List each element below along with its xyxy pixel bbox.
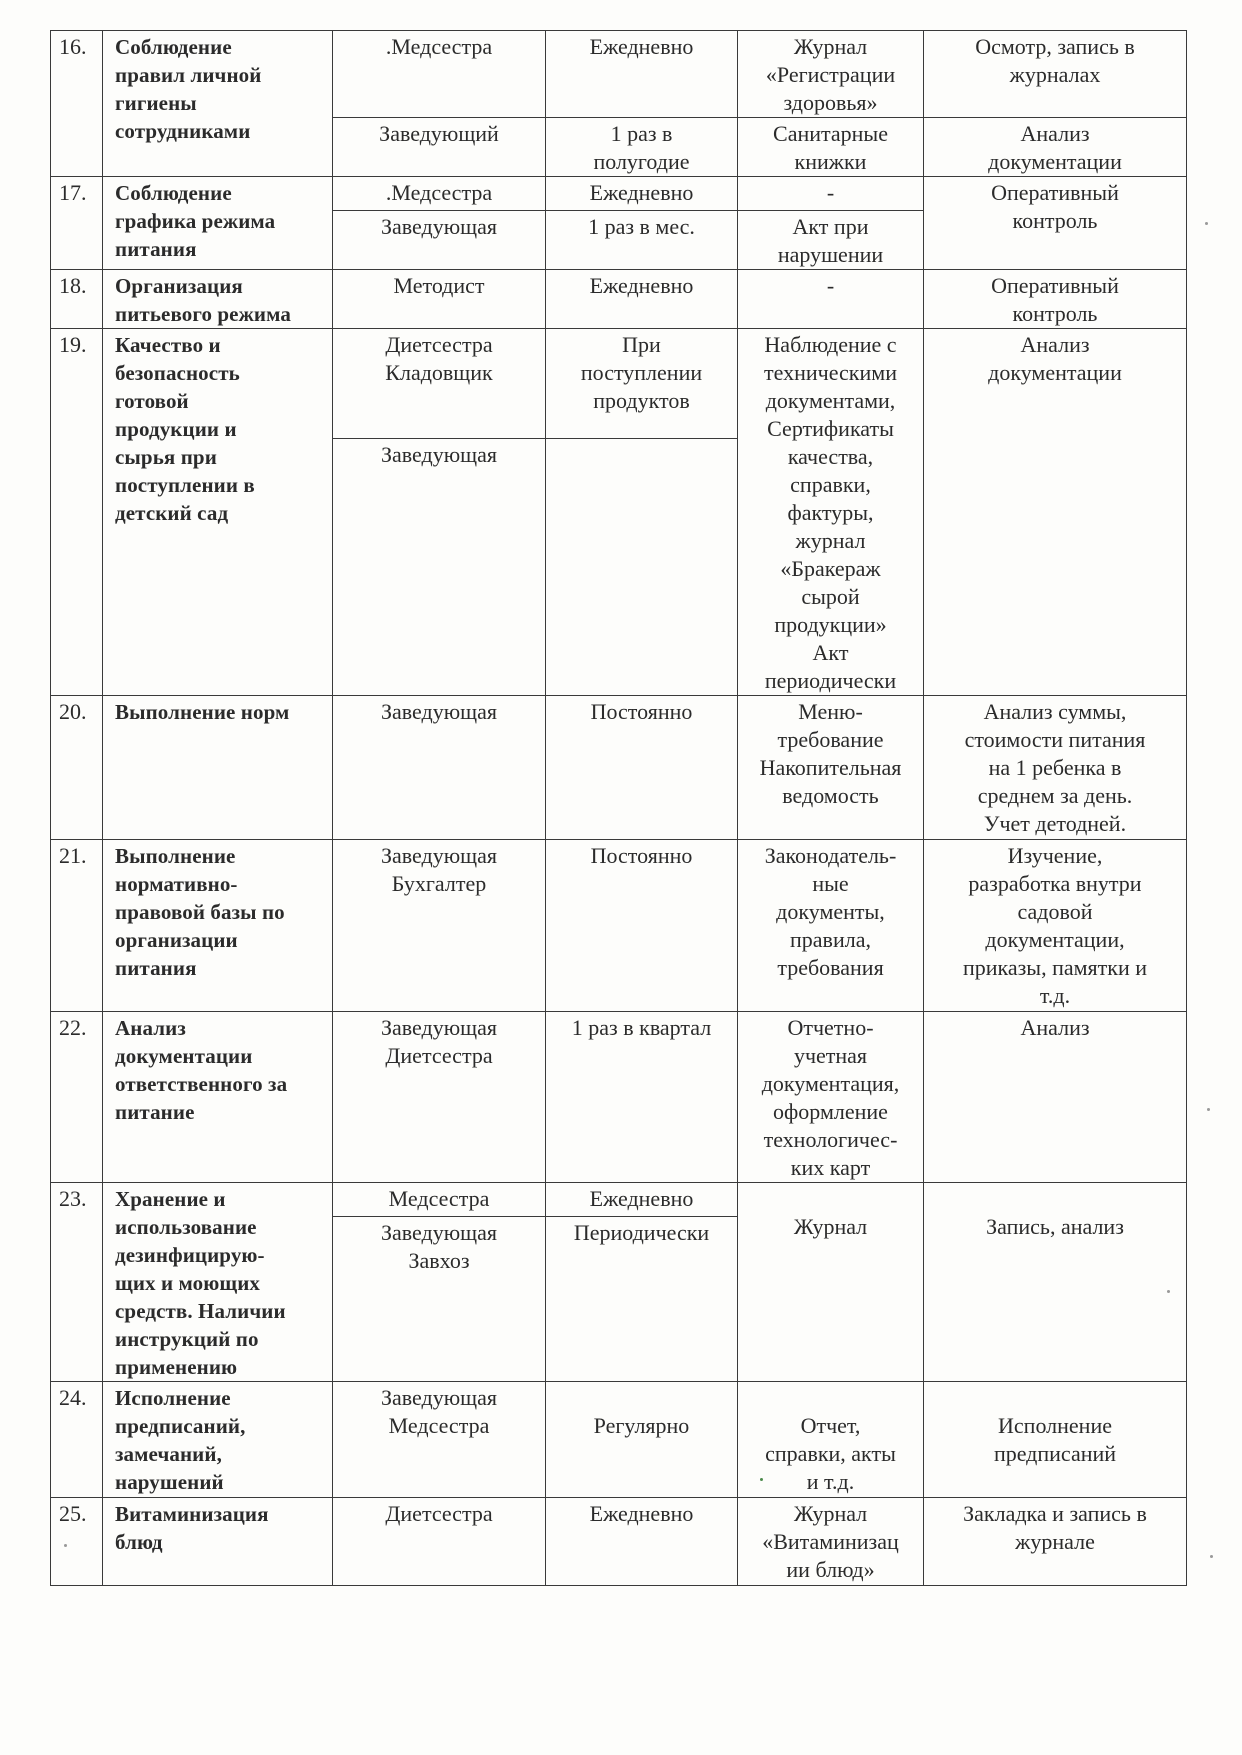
row-number: 25. (51, 1498, 103, 1586)
table-row (51, 840, 1187, 1012)
control-topic: Соблюдение правил личной гигиены сотрудниками (103, 31, 333, 177)
responsible-cell: Заведующая Медсестра (333, 1382, 546, 1498)
table-row (51, 1382, 1187, 1498)
scan-speck (1207, 1108, 1210, 1111)
control-topic: Выполнение норм (103, 696, 333, 840)
frequency-cell: 1 раз в полугодие (546, 118, 738, 177)
document-cell: - (738, 270, 924, 329)
document-cell: Меню- требование Накопительная ведомость (738, 696, 924, 840)
frequency-cell (546, 439, 738, 696)
row-number: 22. (51, 1012, 103, 1183)
row-number: 16. (51, 31, 103, 177)
control-form-cell: Анализ документации (924, 118, 1187, 177)
document-cell: - (738, 177, 924, 211)
control-form-cell: Исполнение предписаний (924, 1382, 1187, 1498)
document-cell: Отчетно- учетная документация, оформление технологичес- ких карт (738, 1012, 924, 1183)
document-cell: Журнал «Регистрации здоровья» (738, 31, 924, 118)
control-topic: Витаминизация блюд (103, 1498, 333, 1586)
responsible-cell: Методист (333, 270, 546, 329)
responsible-cell: Медсестра (333, 1183, 546, 1217)
frequency-cell: Периодически (546, 1217, 738, 1382)
responsible-cell: Заведующая Бухгалтер (333, 840, 546, 1012)
responsible-cell: .Медсестра (333, 31, 546, 118)
frequency-cell: Постоянно (546, 840, 738, 1012)
control-topic: Соблюдение графика режима питания (103, 177, 333, 270)
row-number: 17. (51, 177, 103, 270)
responsible-cell: Заведующая (333, 439, 546, 696)
control-form-cell: Запись, анализ (924, 1183, 1187, 1382)
control-topic: Исполнение предписаний, замечаний, нарушений (103, 1382, 333, 1498)
frequency-cell: Постоянно (546, 696, 738, 840)
control-form-cell: Оперативный контроль (924, 177, 1187, 270)
row-number: 24. (51, 1382, 103, 1498)
table-row (51, 177, 1187, 211)
responsible-cell: Заведующий (333, 118, 546, 177)
table-row (51, 696, 1187, 840)
control-form-cell: Анализ суммы, стоимости питания на 1 ребенка в среднем за день. Учет детодней. (924, 696, 1187, 840)
scan-speck (760, 1478, 763, 1481)
row-number: 19. (51, 329, 103, 696)
responsible-cell: Заведующая Завхоз (333, 1217, 546, 1382)
responsible-cell: Заведующая (333, 211, 546, 270)
responsible-cell: .Медсестра (333, 177, 546, 211)
responsible-cell: Диетсестра (333, 1498, 546, 1586)
frequency-cell: Ежедневно (546, 177, 738, 211)
scan-speck (1205, 222, 1208, 225)
table-row (51, 270, 1187, 329)
table-row (51, 1012, 1187, 1183)
row-number: 20. (51, 696, 103, 840)
control-topic: Качество и безопасность готовой продукции и сырья при поступлении в детский сад (103, 329, 333, 696)
frequency-cell: 1 раз в мес. (546, 211, 738, 270)
document-cell: Акт при нарушении (738, 211, 924, 270)
document-cell: Наблюдение с техническими документами, Сертификаты качества, справки, фактуры, журнал «Бракераж сырой продукции» Акт периодически (738, 329, 924, 696)
frequency-cell: Ежедневно (546, 1498, 738, 1586)
responsible-cell: Диетсестра Кладовщик (333, 329, 546, 439)
control-form-cell: Осмотр, запись в журналах (924, 31, 1187, 118)
document-cell: Журнал (738, 1183, 924, 1382)
responsible-cell: Заведующая (333, 696, 546, 840)
frequency-cell: Регулярно (546, 1382, 738, 1498)
control-topic: Хранение и использование дезинфицирую- щих и моющих средств. Наличии инструкций по применению (103, 1183, 333, 1382)
scan-speck (1167, 1290, 1170, 1293)
frequency-cell: При поступлении продуктов (546, 329, 738, 439)
control-topic: Анализ документации ответственного за питание (103, 1012, 333, 1183)
row-number: 23. (51, 1183, 103, 1382)
document-cell: Отчет, справки, акты и т.д. (738, 1382, 924, 1498)
control-form-cell: Изучение, разработка внутри садовой документации, приказы, памятки и т.д. (924, 840, 1187, 1012)
table-row (51, 31, 1187, 118)
control-form-cell: Анализ документации (924, 329, 1187, 696)
control-topic: Организация питьевого режима (103, 270, 333, 329)
document-cell: Журнал «Витаминизац ии блюд» (738, 1498, 924, 1586)
document-cell: Законодатель- ные документы, правила, требования (738, 840, 924, 1012)
frequency-cell: Ежедневно (546, 31, 738, 118)
frequency-cell: 1 раз в квартал (546, 1012, 738, 1183)
table-row (51, 1498, 1187, 1586)
responsible-cell: Заведующая Диетсестра (333, 1012, 546, 1183)
table-row (51, 1183, 1187, 1217)
control-form-cell: Оперативный контроль (924, 270, 1187, 329)
control-topic: Выполнение нормативно- правовой базы по организации питания (103, 840, 333, 1012)
scan-speck (1210, 1555, 1213, 1558)
row-number: 18. (51, 270, 103, 329)
control-form-cell: Анализ (924, 1012, 1187, 1183)
scan-speck (64, 1544, 67, 1547)
document-cell: Санитарные книжки (738, 118, 924, 177)
table-row (51, 329, 1187, 439)
frequency-cell: Ежедневно (546, 1183, 738, 1217)
row-number: 21. (51, 840, 103, 1012)
frequency-cell: Ежедневно (546, 270, 738, 329)
control-form-cell: Закладка и запись в журнале (924, 1498, 1187, 1586)
food-control-table (50, 30, 1187, 1586)
